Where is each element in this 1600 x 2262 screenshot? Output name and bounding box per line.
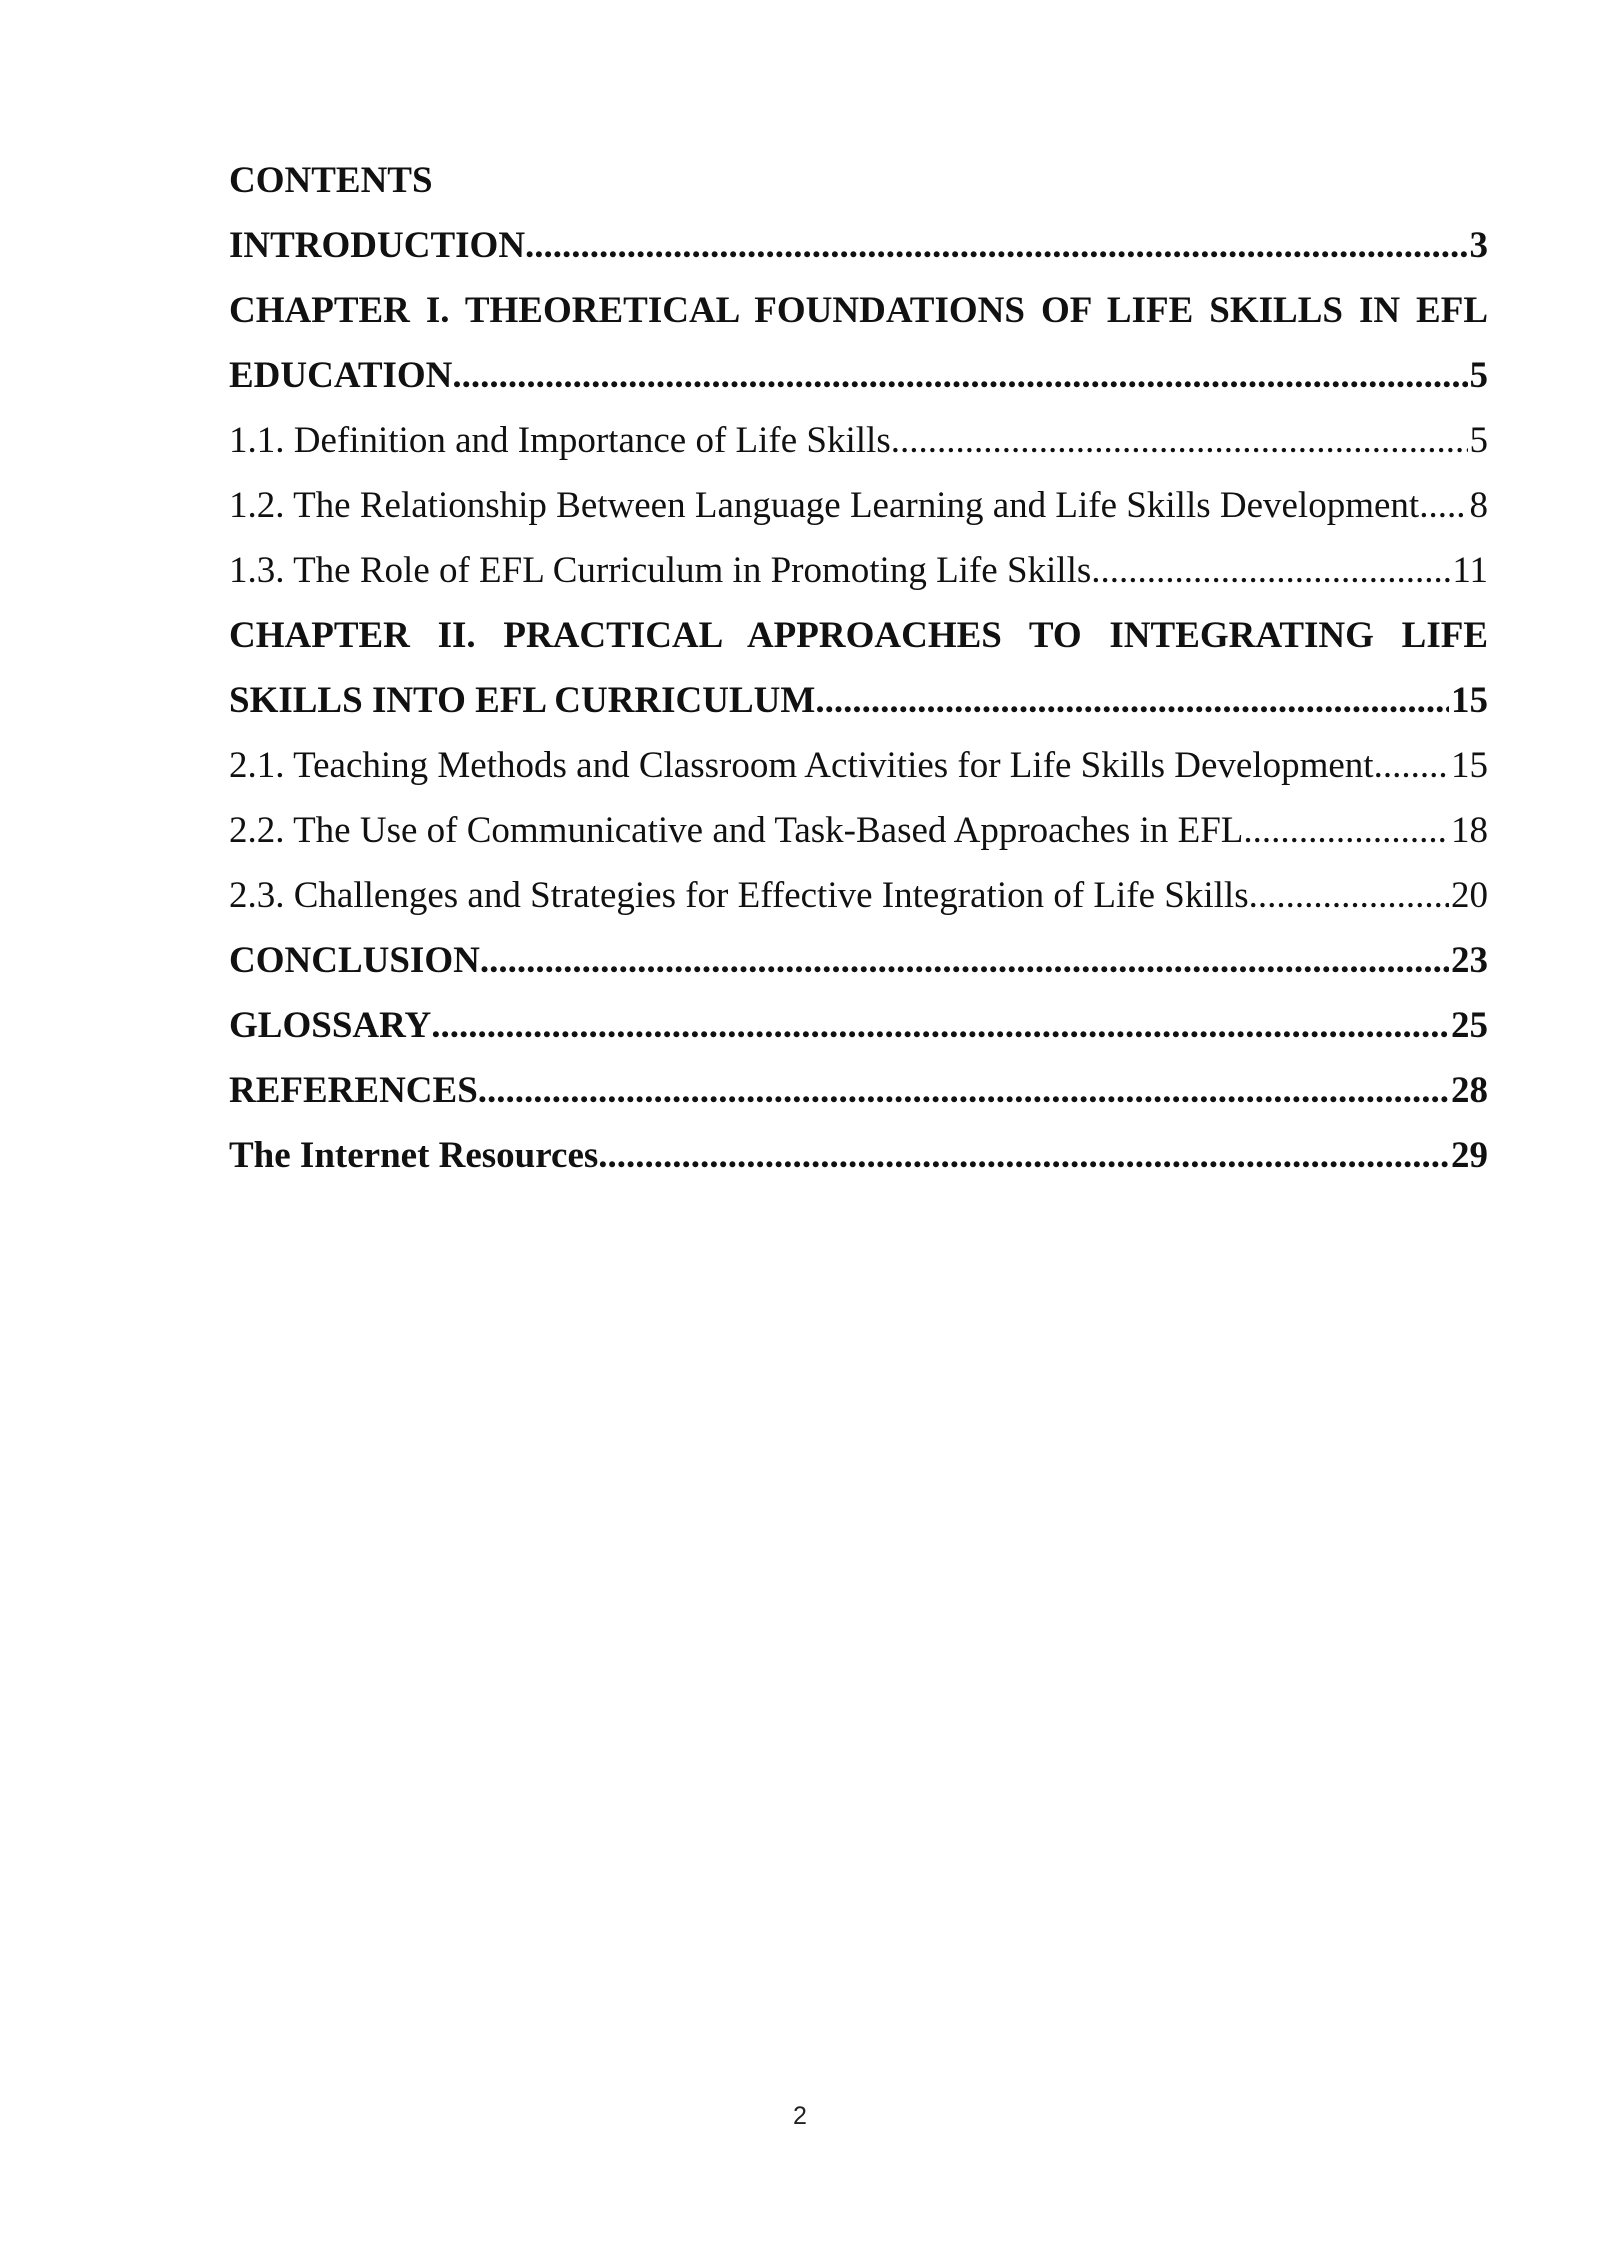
toc-leader-dots — [1243, 798, 1449, 863]
toc-entry-1-2[interactable] — [229, 473, 1488, 538]
toc-entry-title: 1.3. The Role of EFL Curriculum in Promoting Life Skills — [229, 550, 1092, 591]
toc-entry-1-3[interactable] — [229, 538, 1488, 603]
toc-entry-title: 2.3. Challenges and Strategies for Effective Integration of Life Skills — [229, 875, 1249, 916]
toc-entry-chapter-1-title-line[interactable]: CHAPTER I. THEORETICAL FOUNDATIONS OF LIFE SKILLS IN EFL — [229, 290, 1488, 331]
toc-leader-dots — [1249, 863, 1449, 928]
toc-leader-dots — [452, 343, 1467, 408]
toc-entry-title: The Internet Resources — [229, 1135, 599, 1176]
toc-entry-chapter-2-title-line[interactable]: CHAPTER II. PRACTICAL APPROACHES TO INTEGRATING LIFE — [229, 615, 1488, 656]
toc-entry-title: EDUCATION — [229, 355, 453, 396]
toc-entry-conclusion[interactable] — [229, 928, 1488, 993]
toc-entry-title: 2.1. Teaching Methods and Classroom Activities for Life Skills Development — [229, 745, 1374, 786]
toc-entry-2-2[interactable] — [229, 798, 1488, 863]
toc-entry-title: GLOSSARY — [229, 1005, 432, 1046]
toc-entry-introduction[interactable] — [229, 213, 1488, 278]
toc-leader-dots — [431, 993, 1449, 1058]
toc-entry-page: 8 — [1469, 485, 1488, 526]
toc-entry-page: 28 — [1451, 1070, 1488, 1111]
toc-entry-internet-resources[interactable] — [229, 1123, 1488, 1188]
toc-entry-page: 20 — [1451, 875, 1488, 916]
toc-entry-references[interactable] — [229, 1058, 1488, 1123]
toc-entry-title: INTRODUCTION — [229, 225, 526, 266]
toc-entry-page: 5 — [1469, 355, 1488, 396]
toc-entry-title: 1.2. The Relationship Between Language Learning and Life Skills Development — [229, 485, 1420, 526]
toc-entry-title: CONCLUSION — [229, 940, 480, 981]
toc-leader-dots — [525, 213, 1467, 278]
table-of-contents — [229, 148, 1488, 1188]
toc-leader-dots — [598, 1123, 1449, 1188]
toc-entry-page: 29 — [1451, 1135, 1488, 1176]
toc-entry-title: 1.1. Definition and Importance of Life Skills — [229, 420, 891, 461]
toc-entry-page: 15 — [1451, 680, 1488, 721]
page-number: 2 — [793, 2102, 807, 2130]
toc-leader-dots — [480, 928, 1449, 993]
toc-entry-page: 15 — [1451, 745, 1488, 786]
toc-leader-dots — [478, 1058, 1449, 1123]
toc-entry-2-3[interactable] — [229, 863, 1488, 928]
contents-heading: CONTENTS — [229, 160, 433, 201]
toc-entry-2-1[interactable] — [229, 733, 1488, 798]
toc-entry-page: 18 — [1451, 810, 1488, 851]
toc-leader-dots — [891, 408, 1468, 473]
toc-entry-chapter-2[interactable] — [229, 668, 1488, 733]
toc-entry-glossary[interactable] — [229, 993, 1488, 1058]
toc-leader-dots — [1091, 538, 1450, 603]
toc-entry-1-1[interactable] — [229, 408, 1488, 473]
toc-entry-title: 2.2. The Use of Communicative and Task-Based Approaches in EFL — [229, 810, 1244, 851]
toc-entry-page: 11 — [1452, 550, 1488, 591]
toc-leader-dots — [1419, 473, 1467, 538]
toc-entry-page: 3 — [1469, 225, 1488, 266]
toc-leader-dots — [1374, 733, 1449, 798]
toc-leader-dots — [815, 668, 1449, 733]
toc-entry-page: 5 — [1469, 420, 1488, 461]
toc-entry-chapter-1[interactable] — [229, 343, 1488, 408]
toc-entry-title: REFERENCES — [229, 1070, 478, 1111]
toc-entry-title: SKILLS INTO EFL CURRICULUM — [229, 680, 816, 721]
toc-entry-page: 25 — [1451, 1005, 1488, 1046]
toc-entry-page: 23 — [1451, 940, 1488, 981]
